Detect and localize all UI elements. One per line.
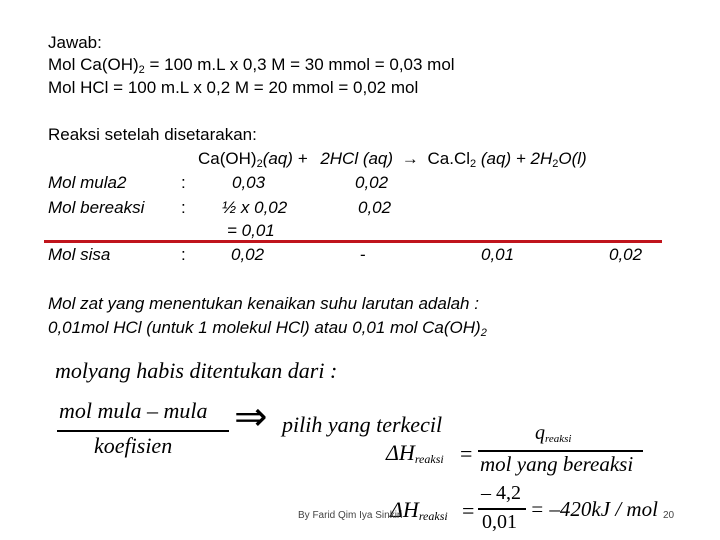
fraction2-q: q [535, 422, 545, 444]
divider-line [44, 240, 662, 243]
eq-hcl: 2HCl (aq) [320, 149, 394, 168]
eq-caoh2: Ca(OH) [198, 149, 257, 168]
fraction1-numerator: mol mula – mula [59, 398, 208, 423]
fraction3-numerator: – 4,2 [481, 482, 521, 504]
fraction2-q-sub: reaksi [545, 433, 572, 445]
mol-caoh2-sub: 2 [138, 64, 145, 76]
delta-h-1-symbol: ΔH [386, 440, 415, 465]
eq-cacl2-sub: 2 [470, 158, 477, 170]
eq-caoh2-state: (aq) + [262, 149, 308, 168]
row-sisa-h2o: 0,02 [609, 245, 643, 264]
delta-h-2-symbol: ΔH [390, 497, 419, 522]
implies-arrow-icon: ⇒ [234, 394, 268, 440]
row-sisa-hcl: - [360, 245, 366, 264]
conclusion-line1: Mol zat yang menentukan kenaikan suhu larutan adalah : [48, 294, 479, 313]
row-bereaksi-hcl: 0,02 [358, 198, 392, 217]
mol-hcl-line: Mol HCl = 100 m.L x 0,2 M = 20 mmol = 0,02 mol [48, 78, 419, 97]
row-sisa-caoh2: 0,02 [231, 245, 265, 264]
mol-caoh2-line [48, 55, 455, 75]
row-sisa-cacl2: 0,01 [481, 245, 515, 264]
row-bereaksi-colon: : [181, 198, 186, 217]
fraction2-denominator: mol yang bereaksi [480, 452, 634, 476]
row-bereaksi-result: = 0,01 [227, 221, 275, 240]
pick-smallest-text: pilih yang terkecil [282, 412, 443, 437]
fraction2-numerator [535, 422, 571, 445]
row-mula-caoh2: 0,03 [232, 173, 266, 192]
fraction1-bar [57, 430, 229, 432]
reaction-heading: Reaksi setelah disetarakan: [48, 125, 257, 144]
conclusion-line2-text: 0,01mol HCl (untuk 1 molekul HCl) atau 0,01 mol Ca(OH) [48, 318, 481, 337]
fraction3-bar [478, 508, 526, 510]
eq-cacl2-state: (aq) + 2H [476, 149, 553, 168]
delta-h-2-sub: reaksi [418, 509, 448, 523]
conclusion-line2-sub: 2 [480, 327, 487, 339]
row-bereaksi-label: Mol bereaksi [48, 198, 145, 217]
row-sisa-colon: : [181, 245, 186, 264]
page-number: 20 [663, 510, 675, 521]
eq-h2o-sub: 2 [552, 158, 559, 170]
fraction1-denominator: koefisien [94, 433, 173, 458]
delta-h-1 [386, 440, 444, 466]
fraction3-denominator: 0,01 [482, 511, 517, 533]
row-mula-colon: : [181, 173, 186, 192]
formula-title: molyang habis ditentukan dari : [55, 358, 338, 383]
mol-caoh2-suffix: = 100 m.L x 0,3 M = 30 mmol = 0,03 mol [144, 55, 455, 74]
row-mula-label: Mol mula2 [48, 173, 127, 192]
delta-h-1-sub: reaksi [414, 452, 444, 466]
eq-cacl2: Ca.Cl [427, 149, 471, 168]
row-bereaksi-caoh2: ½ x 0,02 [222, 198, 288, 217]
reaction-arrow-icon: → [401, 149, 419, 168]
row-sisa-label: Mol sisa [48, 245, 111, 264]
enthalpy-result: = –420kJ / mol [530, 497, 658, 521]
answer-heading: Jawab: [48, 33, 102, 52]
row-mula-hcl: 0,02 [355, 173, 389, 192]
eq-caoh2-sub: 2 [256, 158, 263, 170]
eq-h2o: O(l) [558, 149, 587, 168]
equals-1: = [460, 441, 473, 466]
equals-2: = [462, 498, 475, 523]
reaction-equation [198, 149, 587, 169]
conclusion-line2 [48, 318, 487, 338]
mol-caoh2-prefix: Mol Ca(OH) [48, 55, 139, 74]
footer-credit: By Farid Qim Iya Sinkiri [298, 510, 403, 521]
